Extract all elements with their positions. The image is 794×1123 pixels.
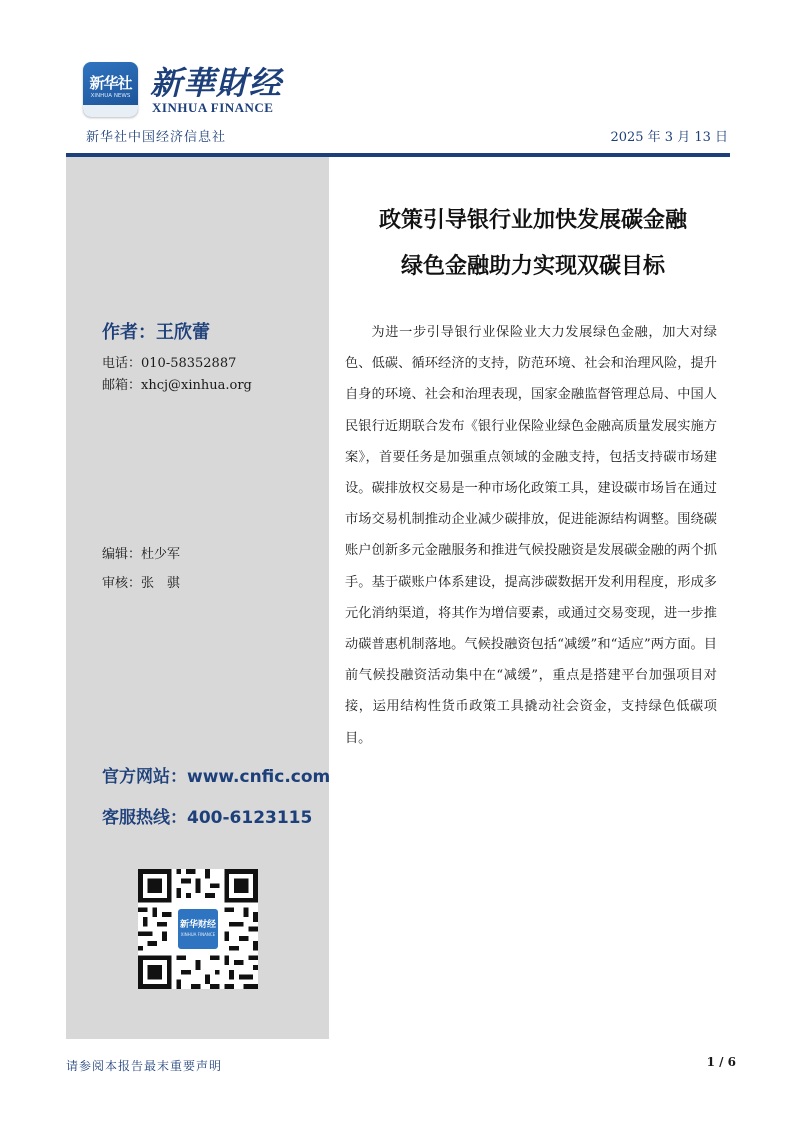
editor-name: 编辑：杜少军 <box>102 547 181 562</box>
qr-logo-subtext: XINHUA FINANCE <box>180 932 216 937</box>
report-date: 2025 年 3 月 13 日 <box>610 130 728 145</box>
author-email[interactable]: 邮箱：xhcj@xinhua.org <box>102 378 252 393</box>
qr-logo-text: 新华财经 <box>179 920 216 930</box>
xinhua-news-logo <box>83 62 138 117</box>
brand-name-en: XINHUA FINANCE <box>152 100 274 115</box>
reviewer-name: 审核：张 骐 <box>102 576 181 591</box>
author-phone: 电话：010-58352887 <box>102 356 237 371</box>
agency-name: 新华社中国经济信息社 <box>86 130 227 145</box>
article-body: 为进一步引导银行业保险业大力发展绿色金融，加大对绿色、低碳、循环经济的支持，防范环境、社会和治理风险，提升自身的环境、社会和治理表现，国家金融监督管理总局、中国人民银行近期联合发布《银行业保险业绿色金融高质量发展实施方案》，首要任务是加强重点领域的金融支持，包括支持碳市场建设。碳排放权交易是一种市场化政策工具，建设碳市场旨在通过市场交易机制推动企业减少碳排放，促进能源结构调整。围绕碳账户创新多元金融服务和推进气候投融资是发展碳金融的两个抓手。基于碳账户体系建设，提高涉碳数据开发利用程度，形成多元化消纳渠道，将其作为增信要素，或通过交易变现，进一步推动碳普惠机制落地。气候投融资包括“减缓”和“适应”两方面。目前气候投融资活动集中在“减缓”，重点是搭建平台加强项目对接，运用结构性货币政策工具撬动社会资金，支持绿色低碳项目。 <box>345 325 717 746</box>
logo-subtext: XINHUA NEWS <box>90 93 131 99</box>
qr-center-logo <box>176 907 220 951</box>
brand-name-cn: 新華財经 <box>150 64 283 102</box>
logo-text: 新华社 <box>89 74 132 92</box>
official-website[interactable]: 官方网站：www.cnfic.com <box>102 767 331 787</box>
service-hotline: 客服热线：400-6123115 <box>102 808 313 828</box>
logo-bar <box>83 105 138 117</box>
article-title-line2: 绿色金融助力实现双碳目标 <box>400 254 665 279</box>
author-name: 作者：王欣蕾 <box>102 322 210 343</box>
article-title-line1: 政策引导银行业加快发展碳金融 <box>378 208 687 233</box>
disclaimer-note: 请参阅本报告最末重要声明 <box>66 1059 223 1073</box>
page-number: 1 / 6 <box>706 1055 736 1069</box>
